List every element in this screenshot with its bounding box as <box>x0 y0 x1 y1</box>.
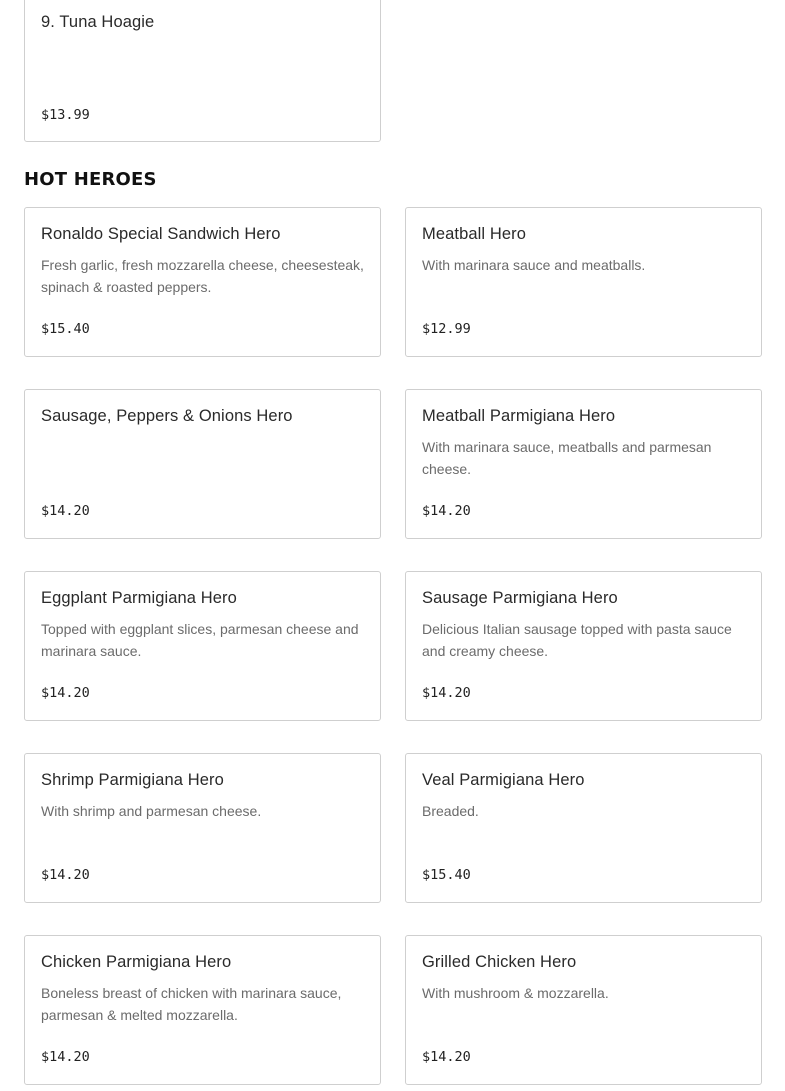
section-title: HOT HEROES <box>24 169 157 190</box>
menu-item-card[interactable] <box>405 207 762 357</box>
menu-item-card[interactable] <box>24 571 381 721</box>
menu-item-price: $14.20 <box>41 503 90 519</box>
menu-item-price: $14.20 <box>422 685 471 701</box>
menu-item-card[interactable] <box>405 389 762 539</box>
menu-item-price: $15.40 <box>422 867 471 883</box>
menu-item-price: $12.99 <box>422 321 471 337</box>
menu-item-card[interactable] <box>405 753 762 903</box>
menu-item-name: Sausage Parmigiana Hero <box>422 589 618 607</box>
menu-item-name: Sausage, Peppers & Onions Hero <box>41 407 293 425</box>
menu-item-price: $13.99 <box>41 107 90 123</box>
menu-item-description: Breaded. <box>422 803 479 819</box>
menu-item-name: Eggplant Parmigiana Hero <box>41 589 237 607</box>
menu-item-description: With shrimp and parmesan cheese. <box>41 803 262 819</box>
menu-item-card[interactable] <box>405 571 762 721</box>
menu-item-description: Boneless breast of chicken with marinara sauce, parmesan & melted mozzarella. <box>41 985 342 1023</box>
menu-item-price: $14.20 <box>41 867 90 883</box>
menu-item-card[interactable] <box>24 0 381 142</box>
menu-item-price: $14.20 <box>41 1049 90 1065</box>
menu-item-price: $14.20 <box>422 503 471 519</box>
menu-item-card[interactable] <box>24 753 381 903</box>
menu-item-name: Meatball Hero <box>422 225 527 243</box>
menu-item-name: Meatball Parmigiana Hero <box>422 407 616 425</box>
menu-item-price: $14.20 <box>41 685 90 701</box>
menu-item-price: $14.20 <box>422 1049 471 1065</box>
menu-item-description: Delicious Italian sausage topped with pasta sauce and creamy cheese. <box>422 621 732 659</box>
menu-item-description: With marinara sauce and meatballs. <box>422 257 646 273</box>
menu-item-card[interactable] <box>405 935 762 1085</box>
menu-item-card[interactable] <box>24 207 381 357</box>
menu-item-name: Shrimp Parmigiana Hero <box>41 771 224 789</box>
menu-item-name: Veal Parmigiana Hero <box>422 771 585 789</box>
menu-item-description: With marinara sauce, meatballs and parmesan cheese. <box>422 439 712 477</box>
menu-item-card[interactable] <box>24 389 381 539</box>
menu-item-description: Topped with eggplant slices, parmesan cheese and marinara sauce. <box>41 621 359 659</box>
menu-item-name: 9. Tuna Hoagie <box>41 13 155 31</box>
menu-item-name: Ronaldo Special Sandwich Hero <box>41 225 281 243</box>
menu-item-name: Chicken Parmigiana Hero <box>41 953 232 971</box>
menu-item-name: Grilled Chicken Hero <box>422 953 577 971</box>
menu-item-card[interactable] <box>24 935 381 1085</box>
menu-item-description: With mushroom & mozzarella. <box>422 985 609 1001</box>
menu-item-description: Fresh garlic, fresh mozzarella cheese, cheesesteak, spinach & roasted peppers. <box>41 257 364 295</box>
menu-item-price: $15.40 <box>41 321 90 337</box>
